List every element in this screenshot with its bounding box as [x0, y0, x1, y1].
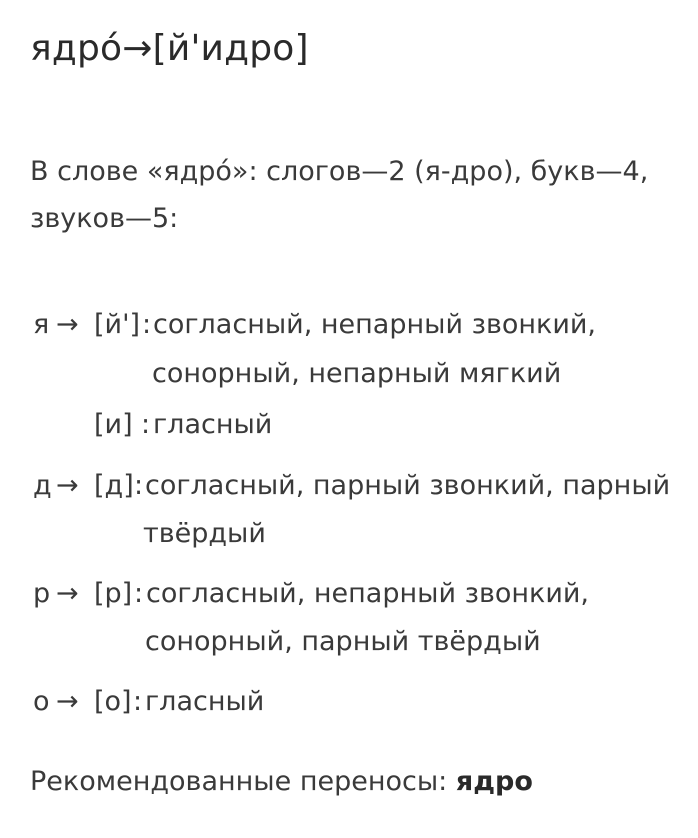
sound: [о]	[94, 686, 132, 717]
title-stressed-letter: о́	[100, 28, 123, 69]
description-line-2: твёрдый	[143, 518, 266, 549]
letter: о	[33, 686, 50, 717]
colon: :	[133, 686, 143, 717]
description-line-1: гласный	[153, 409, 273, 440]
title-transcription: →[й'идро]	[122, 28, 309, 69]
colon: :	[134, 470, 144, 501]
description-line-1: согласный, парный звонкий, парный	[145, 470, 671, 501]
colon: :	[142, 309, 152, 340]
colon: :	[134, 578, 144, 609]
sound: [й']	[94, 309, 141, 340]
hyphenation-value: ядро	[455, 766, 533, 797]
summary-line-1: В слове «ядро́»: слогов—2 (я-дро), букв—4,	[30, 156, 649, 187]
sound: [д]	[94, 470, 134, 501]
summary-line-2: звуков—5:	[30, 203, 179, 234]
page-title	[30, 28, 309, 69]
hyphenation-line	[30, 766, 533, 797]
letter: я	[33, 309, 50, 340]
title-prefix: ядр	[30, 28, 100, 69]
description-line-2: сонорный, парный твёрдый	[145, 626, 541, 657]
sound: [р]	[94, 578, 133, 609]
arrow-icon: →	[56, 686, 79, 717]
letter: д	[33, 470, 52, 501]
hyphenation-label: Рекомендованные переносы:	[30, 766, 448, 797]
colon: :	[141, 409, 151, 440]
description-line-1: гласный	[145, 686, 265, 717]
arrow-icon: →	[56, 309, 79, 340]
arrow-icon: →	[56, 470, 79, 501]
letter: р	[33, 578, 51, 609]
sound: [и]	[94, 409, 133, 440]
description-line-2: сонорный, непарный мягкий	[152, 358, 562, 389]
arrow-icon: →	[56, 578, 79, 609]
description-line-1: согласный, непарный звонкий,	[153, 309, 597, 340]
description-line-1: согласный, непарный звонкий,	[146, 578, 590, 609]
